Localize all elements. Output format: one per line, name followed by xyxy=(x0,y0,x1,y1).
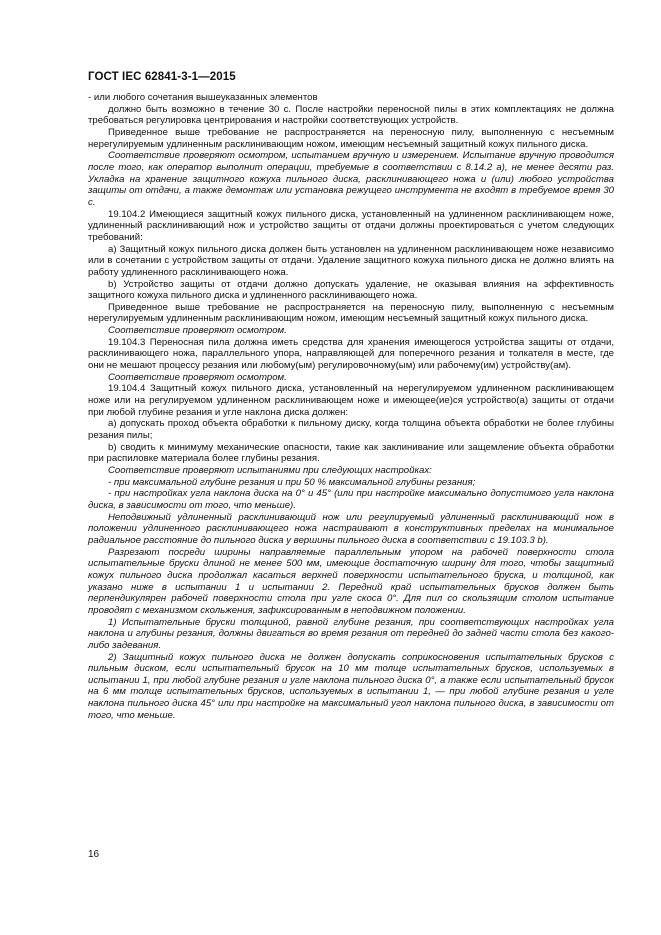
paragraph-20: 2) Защитный кожух пильного диска не должен допускать соприкосновения испытательных брусков с пильным диском, если испытательный брусок на 10 мм толще испытательных брусков, используемых в испытании 1, при любой глубине резания и угле наклона пильного диска 0°, а также если испытательный брусок на 6 мм толще испытательных брусков, используемых в испытании 1, — при любой глубине резания и угле наклона пильного диска 45° или при настройке на максимальный угол наклона пильного диска, в зависимости от того, что меньше. xyxy=(88,651,614,721)
paragraph-5: а) Защитный кожух пильного диска должен быть установлен на удлиненном расклинивающем ноже независимо или в сочетании с устройством защиты от отдачи. Удаление защитного кожуха пильного диска не должно влиять на работу удлиненного расклинивающего ножа. xyxy=(88,243,614,278)
page-number: 16 xyxy=(88,849,100,860)
paragraph-8: Соответствие проверяют осмотром. xyxy=(108,325,287,337)
paragraph-14: Соответствие проверяют испытаниями при следующих настройках: xyxy=(108,465,432,476)
document-body xyxy=(88,92,614,721)
paragraph-11: 19.104.4 Защитный кожух пильного диска, установленный на нерегулируемом удлиненном расклинивающем ноже или на регулируемом удлиненном расклинивающем ноже и имеющее(ие)ся устройство(а) защиты от отдачи при любой глубине резания и угле наклона диска должен: xyxy=(88,383,614,418)
paragraph-7: Приведенное выше требование не распространяется на переносную пилу, выполненную с несъемным нерегулируемым удлиненным расклинивающим ножом, имеющим несъемный защитный кожух пильного диска. xyxy=(88,301,614,325)
paragraph-13: b) сводить к минимуму механические опасности, такие как заклинивание или защемление объекта обработки при распиловке материала более глубины резания. xyxy=(88,441,614,465)
paragraph-19: 1) Испытательные бруски толщиной, равной глубине резания, при соответствующих настройках угла наклона и глубины резания, должны двигаться во время резания от передней до задней части стола без какого-либо задевания. xyxy=(88,616,614,651)
paragraph-17: Неподвижный удлиненный расклинивающий нож или регулируемый удлиненный расклинивающий нож в положении удлиненного расклинивающего ножа настраивают в конструктивных пределах на минимальное радиальное расстояние до пильного диска у вершины пильного диска в соответствии с 19.103.3 b). xyxy=(88,511,614,546)
paragraph-9: 19.104.3 Переносная пила должна иметь средства для хранения имеющегося устройства защиты от отдачи, расклинивающего ножа, параллельного упора, направляющей для поперечного резания и толкателя в месте, где они не мешают процессу резания или любому(ым) регулировочному(ым) или рабочему(им) устройству(ам). xyxy=(88,336,614,372)
paragraph-4: 19.104.2 Имеющиеся защитный кожух пильного диска, установленный на удлиненном расклинивающем ноже, удлиненный расклинивающий нож и устройство защиты от отдачи должны проектироваться с учетом следующих требований: xyxy=(88,208,614,243)
paragraph-18: Разрезают посреди ширины направляемые параллельным упором на рабочей поверхности стола испытательные бруски длиной не менее 500 мм, имеющие достаточную ширину для того, чтобы защитный кожух пильного диска продолжал касаться верхней поверхности испытательного бруска, и толщиной, как указано ниже в испытании 1 и испытании 2. Передний край испытательных брусков должен быть перпендикулярен рабочей поверхности стола при угле скоса 0°. Для пил со скользящим столом испытание проводят с механизмом скольжения, зафиксированным в неподвижном положении. xyxy=(88,546,614,616)
paragraph-0: - или любого сочетания вышеуказанных элементов xyxy=(88,92,318,103)
paragraph-12: а) допускать проход объекта обработки к пильному диску, когда толщина объекта обработки не более глубины резания пилы; xyxy=(88,418,614,442)
document-header: ГОСТ IEC 62841-3-1—2015 xyxy=(88,71,236,83)
paragraph-16: - при настройках угла наклона диска на 0° и 45° (или при настройке максимально допустимого угла наклона диска, в зависимости от того, что меньше). xyxy=(88,488,614,511)
paragraph-2: Приведенное выше требование не распространяется на переносную пилу, выполненную с несъемным нерегулируемым удлиненным расклинивающим ножом, имеющим несъемный защитный кожух пильного диска. xyxy=(88,126,614,150)
paragraph-1: должно быть возможно в течение 30 с. После настройки переносной пилы в этих комплектациях не должна требоваться регулировка центрирования и настройки соответствующих устройств. xyxy=(88,103,614,127)
paragraph-6: b) Устройство защиты от отдачи должно допускать удаление, не оказывая влияния на эффективность защитного кожуха пильного диска и удлиненного расклинивающего ножа. xyxy=(88,278,614,302)
paragraph-15: - при максимальной глубине резания и при 50 % максимальной глубины резания; xyxy=(108,476,476,488)
paragraph-3: Соответствие проверяют осмотром, испытанием вручную и измерением. Испытание вручную проводится после того, как оператор выполнит операции, требуемые в соответствии с 8.14.2 а), не менее десяти раз. Укладка на хранение защитного кожуха пильного диска, расклинивающего ножа и (или) любого устройства защиты от отдачи, а также демонтаж или установка режущего инструмента не входят в требуемое время 30 с. xyxy=(88,150,614,208)
paragraph-10: Соответствие проверяют осмотром. xyxy=(108,371,287,383)
